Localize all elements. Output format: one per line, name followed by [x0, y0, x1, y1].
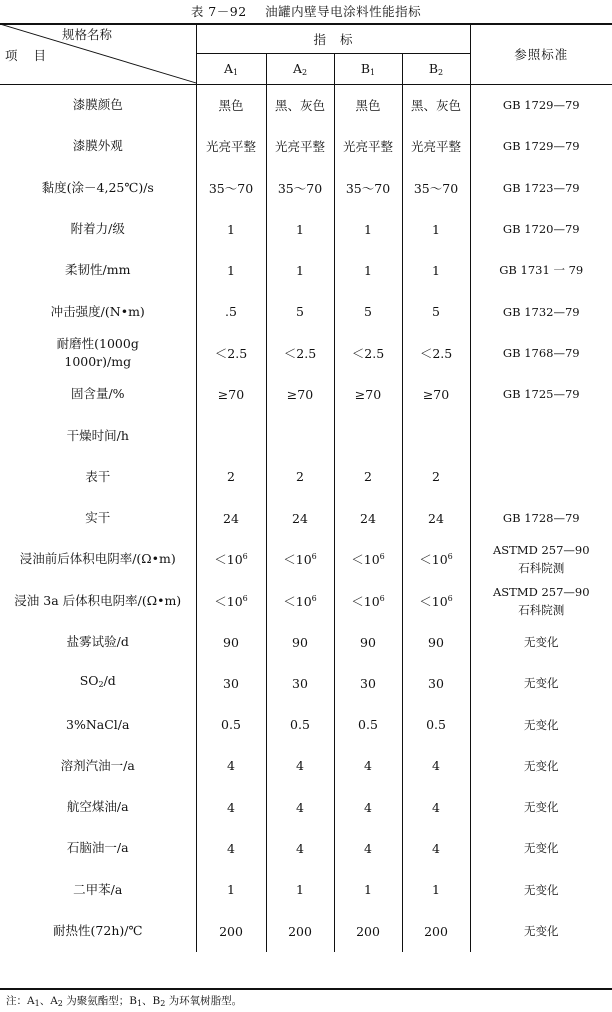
value-cell-b1: 0.5 [334, 704, 402, 745]
row-standard [470, 456, 612, 497]
table-row [0, 663, 612, 704]
value-cell-a2: 24 [266, 497, 334, 538]
value-cell-b1: 4 [334, 828, 402, 869]
row-item-label: 耐磨性(1000g 1000r)/mg [56, 335, 139, 369]
row-item-label: 附着力/级 [70, 221, 125, 237]
row-standard: GB 1729—79 [470, 126, 612, 167]
value-cell-b1: 30 [334, 663, 402, 704]
value-cell-a1: ≥70 [196, 374, 266, 415]
table-row [0, 85, 612, 126]
value-cell-a2: 90 [266, 621, 334, 662]
table-title: 油罐内壁导电涂料性能指标 [265, 4, 422, 19]
table-number: 表 7－92 [190, 4, 247, 19]
table-row [0, 539, 612, 580]
row-standard: 无变化 [470, 869, 612, 910]
row-standard: ASTMD 257—90 石科院测 [470, 539, 612, 580]
value-cell-a1: 30 [196, 663, 266, 704]
row-item-label: 航空煤油/a [66, 799, 129, 815]
row-standard: 无变化 [470, 828, 612, 869]
value-cell-b1: 1 [334, 250, 402, 291]
value-cell-a2: 光亮平整 [266, 126, 334, 167]
value-cell-b2: 2 [402, 456, 470, 497]
value-cell-b1: 1 [334, 208, 402, 249]
value-cell-a1: 4 [196, 745, 266, 786]
table-row [0, 704, 612, 745]
value-cell-b2: 光亮平整 [402, 126, 470, 167]
row-item-label: 浸油前后体积电阴率/(Ω•m) [19, 551, 176, 567]
col-header-a1: $A_1$ [196, 54, 266, 85]
value-cell-a2: 黑、灰色 [266, 85, 334, 126]
value-cell-a1: 1 [196, 208, 266, 249]
corner-spec-name: 规格名称 [62, 27, 113, 42]
value-cell-b1: 黑色 [334, 85, 402, 126]
row-standard: ASTMD 257—90 石科院测 [470, 580, 612, 621]
value-cell-a1: 0.5 [196, 704, 266, 745]
value-cell-b1: 4 [334, 745, 402, 786]
spec-table [0, 24, 612, 952]
diagonal-header-cell [0, 24, 196, 85]
row-standard: GB 1728—79 [470, 497, 612, 538]
table-row [0, 828, 612, 869]
row-item-label: $SO_2/d$ [79, 673, 116, 690]
row-standard: 无变化 [470, 745, 612, 786]
table-row [0, 580, 612, 621]
value-cell-b1 [334, 415, 402, 456]
col-header-b1: $B_1$ [334, 54, 402, 85]
table-body [0, 85, 612, 952]
table-row [0, 126, 612, 167]
row-standard: GB 1723—79 [470, 167, 612, 208]
row-standard: 无变化 [470, 704, 612, 745]
row-standard: 无变化 [470, 663, 612, 704]
row-item-label: 耐热性(72h)/℃ [53, 923, 143, 939]
row-standard: GB 1731 一 79 [470, 250, 612, 291]
table-row [0, 415, 612, 456]
value-cell-a2: 4 [266, 828, 334, 869]
corner-item-label: 项 目 [5, 48, 47, 63]
value-cell-b2: 90 [402, 621, 470, 662]
value-cell-a1: 4 [196, 828, 266, 869]
value-cell-b1: ≥70 [334, 374, 402, 415]
value-cell-b2 [402, 415, 470, 456]
value-cell-a1: 4 [196, 787, 266, 828]
row-item-label: 3%NaCl/a [66, 716, 130, 732]
value-cell-b1: 200 [334, 910, 402, 951]
value-cell-b1: 35～70 [334, 167, 402, 208]
value-cell-b2: 4 [402, 828, 470, 869]
table-row [0, 208, 612, 249]
row-item-label: 黏度(涂－4,25℃)/s [41, 179, 154, 195]
value-cell-a1: ＜2.5 [196, 332, 266, 373]
col-header-b2: $B_2$ [402, 54, 470, 85]
row-standard: GB 1725—79 [470, 374, 612, 415]
row-item-label: 石脑油一/a [66, 840, 129, 856]
value-cell-b2: 30 [402, 663, 470, 704]
table-caption [0, 2, 612, 20]
row-item-label: 实干 [85, 510, 111, 526]
value-cell-a2: 5 [266, 291, 334, 332]
value-cell-a2: 200 [266, 910, 334, 951]
row-standard: 无变化 [470, 787, 612, 828]
row-standard: 无变化 [470, 621, 612, 662]
value-cell-a2: $<10^6$ [266, 539, 334, 580]
value-cell-a1: 2 [196, 456, 266, 497]
value-cell-b1: 2 [334, 456, 402, 497]
row-standard: GB 1720—79 [470, 208, 612, 249]
value-cell-b1: $<10^6$ [334, 539, 402, 580]
value-cell-a2: 4 [266, 745, 334, 786]
value-cell-a1: 24 [196, 497, 266, 538]
value-cell-a2: 1 [266, 208, 334, 249]
value-cell-b2: 200 [402, 910, 470, 951]
indicator-group-header: 指标 [196, 24, 470, 54]
value-cell-b2: ≥70 [402, 374, 470, 415]
value-cell-a1: 200 [196, 910, 266, 951]
row-item-label: 表干 [85, 468, 111, 484]
table-row [0, 250, 612, 291]
value-cell-b2: 黑、灰色 [402, 85, 470, 126]
value-cell-b1: 1 [334, 869, 402, 910]
value-cell-b2: 1 [402, 869, 470, 910]
value-cell-b1: 4 [334, 787, 402, 828]
table-row [0, 497, 612, 538]
value-cell-a2: 30 [266, 663, 334, 704]
table-row [0, 869, 612, 910]
value-cell-b2: 35～70 [402, 167, 470, 208]
value-cell-a2: 2 [266, 456, 334, 497]
row-standard: GB 1732—79 [470, 291, 612, 332]
value-cell-b1: $<10^6$ [334, 580, 402, 621]
value-cell-a1: 光亮平整 [196, 126, 266, 167]
value-cell-b2: 24 [402, 497, 470, 538]
table-row [0, 332, 612, 373]
table-row [0, 745, 612, 786]
value-cell-a2: ≥70 [266, 374, 334, 415]
value-cell-b2: 1 [402, 208, 470, 249]
table-row [0, 291, 612, 332]
value-cell-a2: 4 [266, 787, 334, 828]
row-item-label: 溶剂汽油一/a [60, 757, 135, 773]
value-cell-b2: ＜2.5 [402, 332, 470, 373]
value-cell-a1 [196, 415, 266, 456]
row-item-label: 漆膜外观 [72, 138, 123, 154]
bottom-rule [0, 988, 612, 990]
value-cell-a2: 1 [266, 250, 334, 291]
table-row [0, 374, 612, 415]
col-header-a2: $A_2$ [266, 54, 334, 85]
row-standard: GB 1768—79 [470, 332, 612, 373]
value-cell-b1: 90 [334, 621, 402, 662]
value-cell-b2: 4 [402, 787, 470, 828]
value-cell-b2: $<10^6$ [402, 580, 470, 621]
table-row [0, 621, 612, 662]
value-cell-b2: 0.5 [402, 704, 470, 745]
row-item-label: 漆膜颜色 [72, 97, 123, 113]
value-cell-a1: $<10^6$ [196, 539, 266, 580]
table-footnote: 注：$A_1$、$A_2$ 为聚氨酯型；$B_1$、$B_2$ 为环氧树脂型。 [6, 995, 243, 1008]
value-cell-a1: 90 [196, 621, 266, 662]
row-standard: GB 1729—79 [470, 85, 612, 126]
value-cell-b1: 光亮平整 [334, 126, 402, 167]
value-cell-a2: 35～70 [266, 167, 334, 208]
row-standard [470, 415, 612, 456]
value-cell-a2: 1 [266, 869, 334, 910]
value-cell-a1: .5 [196, 291, 266, 332]
standard-header: 参照标准 [470, 24, 612, 85]
value-cell-a2: ＜2.5 [266, 332, 334, 373]
value-cell-a1: $<10^6$ [196, 580, 266, 621]
value-cell-a1: 1 [196, 869, 266, 910]
value-cell-b1: ＜2.5 [334, 332, 402, 373]
value-cell-a1: 35～70 [196, 167, 266, 208]
row-item-label: 浸油 3a 后体积电阴率/(Ω•m) [14, 592, 182, 608]
table-row [0, 787, 612, 828]
table-row [0, 910, 612, 951]
table-row [0, 167, 612, 208]
value-cell-b2: $<10^6$ [402, 539, 470, 580]
row-item-label: 二甲苯/a [73, 881, 123, 897]
value-cell-a2 [266, 415, 334, 456]
row-item-label: 干燥时间/h [66, 427, 129, 443]
value-cell-b2: 4 [402, 745, 470, 786]
table-header [0, 24, 612, 85]
row-item-label: 冲击强度/(N•m) [50, 303, 145, 319]
row-standard: 无变化 [470, 910, 612, 951]
value-cell-b2: 5 [402, 291, 470, 332]
value-cell-a2: 0.5 [266, 704, 334, 745]
row-item-label: 盐雾试验/d [66, 634, 129, 649]
value-cell-b1: 24 [334, 497, 402, 538]
row-item-label: 固含量/% [70, 386, 125, 402]
value-cell-a1: 黑色 [196, 85, 266, 126]
value-cell-a2: $<10^6$ [266, 580, 334, 621]
value-cell-b1: 5 [334, 291, 402, 332]
table-row [0, 456, 612, 497]
value-cell-a1: 1 [196, 250, 266, 291]
value-cell-b2: 1 [402, 250, 470, 291]
row-item-label: 柔韧性/mm [65, 262, 131, 278]
